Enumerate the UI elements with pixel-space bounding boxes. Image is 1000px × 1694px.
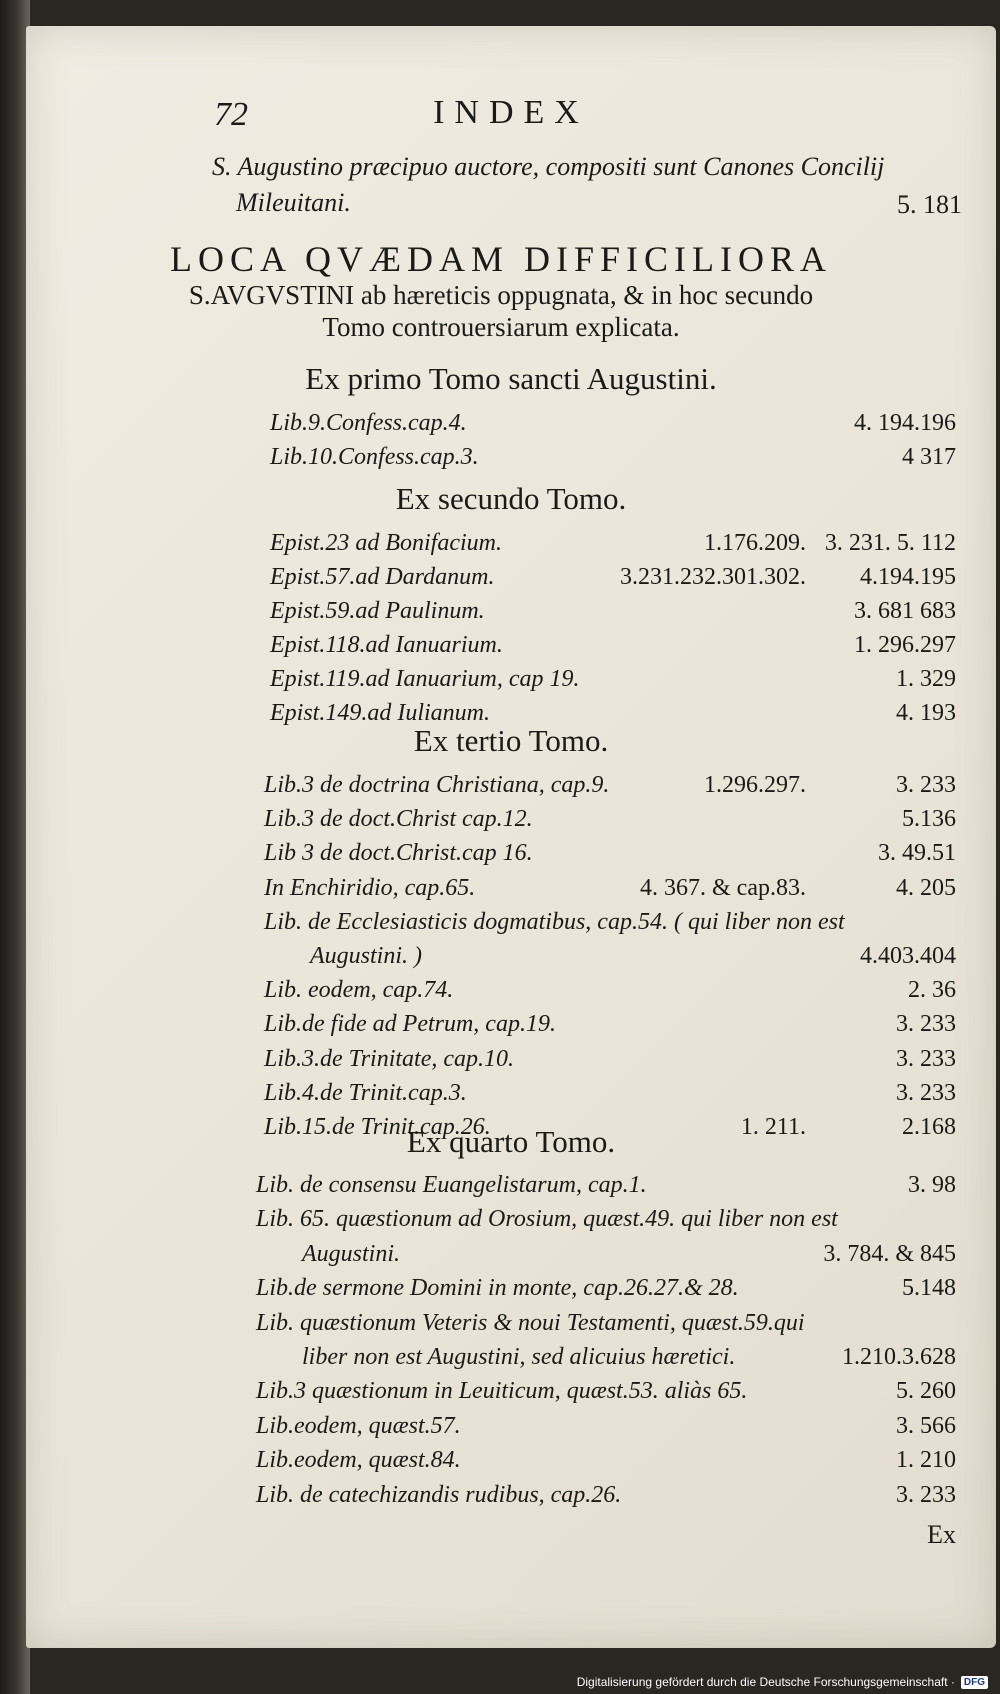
entry-refs: 3. 681 683 <box>854 598 956 624</box>
entry-label: Lib. de consensu Euangelistarum, cap.1. <box>256 1172 647 1198</box>
index-entry <box>26 666 996 700</box>
entry-refs: 3. 233 <box>896 1079 956 1106</box>
entry-label: Augustini. <box>302 1240 401 1267</box>
entry-label: Lib.3 quæstionum in Leuiticum, quæst.53. aliàs 65. <box>256 1378 748 1405</box>
entry-label: Lib.de fide ad Petrum, cap.19. <box>264 1011 556 1038</box>
entry-label: Lib.de sermone Domini in monte, cap.26.27.& 28. <box>256 1275 739 1302</box>
entry-label: Lib.10.Confess.cap.3. <box>270 444 479 470</box>
index-entry <box>26 806 996 840</box>
entry-label: Lib 3 de doct.Christ.cap 16. <box>264 840 533 867</box>
entry-refs: 3. 98 <box>908 1172 956 1198</box>
entry-label: Augustini. ) <box>310 943 422 969</box>
index-entry <box>26 1080 996 1114</box>
entry-refs: 1.210.3.628 <box>842 1344 956 1370</box>
index-entry <box>26 1275 996 1309</box>
page-header <box>26 86 996 136</box>
group-heading: Ex tertio Tomo. <box>413 723 609 758</box>
index-entry <box>26 1378 996 1412</box>
index-entry <box>26 598 996 632</box>
index-entry <box>26 1344 996 1378</box>
index-entry <box>26 1482 996 1516</box>
entry-label: liber non est Augustini, sed alicuius hæretici. <box>302 1344 736 1370</box>
continuation-line-1: S. Augustino præcipuo auctore, compositi sunt Canones Concilij <box>212 152 885 181</box>
page-content <box>26 26 996 1648</box>
entry-midrefs: 4. 367. & cap.83. <box>640 874 806 901</box>
running-title: INDEX <box>433 94 589 131</box>
index-entry <box>26 564 996 598</box>
entry-label: Lib.eodem, quæst.84. <box>256 1447 461 1474</box>
entry-refs: 5. 260 <box>896 1378 956 1405</box>
continuation-ref: 5. 181 <box>897 190 962 219</box>
entry-refs: 2.168 <box>902 1114 956 1140</box>
group-heading: Ex primo Tomo sancti Augustini. <box>305 361 717 396</box>
entry-label: Lib.3.de Trinitate, cap.10. <box>264 1045 515 1072</box>
entry-refs: 1. 329 <box>896 666 956 692</box>
entry-refs: 5.148 <box>902 1275 956 1302</box>
entry-label: Epist.119.ad Ianuarium, cap 19. <box>270 666 580 692</box>
entry-label: Lib. eodem, cap.74. <box>264 977 454 1004</box>
index-entry <box>26 1172 996 1206</box>
entry-label: Lib.3 de doct.Christ cap.12. <box>264 806 533 833</box>
index-entry <box>26 943 996 977</box>
index-entry <box>26 1206 996 1240</box>
entry-refs: 3. 233 <box>896 1011 956 1038</box>
entry-refs: 3. 566 <box>896 1412 956 1439</box>
entry-label: In Enchiridio, cap.65. <box>264 874 476 901</box>
group-heading: Ex quarto Tomo. <box>406 1124 616 1159</box>
entry-label: Lib.3 de doctrina Christiana, cap.9. <box>264 772 610 798</box>
index-entry <box>26 410 996 444</box>
index-entry <box>26 1310 996 1344</box>
entry-label: Epist.59.ad Paulinum. <box>270 598 485 624</box>
entry-label: Lib. de catechizandis rudibus, cap.26. <box>256 1481 622 1508</box>
index-entry <box>26 444 996 478</box>
entry-refs: 2. 36 <box>908 977 956 1004</box>
digitization-footer <box>577 1675 988 1689</box>
index-entry <box>26 1011 996 1045</box>
entry-refs: 3. 231. 5. 112 <box>824 530 956 556</box>
entry-refs: 3. 49.51 <box>878 840 956 867</box>
index-entry <box>26 1241 996 1275</box>
page-number: 72 <box>214 96 248 133</box>
index-entry <box>26 530 996 564</box>
section-title: LOCA QVÆDAM DIFFICILIORA <box>169 239 833 279</box>
index-entry <box>26 1046 996 1080</box>
entry-label: Lib.eodem, quæst.57. <box>256 1412 461 1439</box>
index-entry <box>26 1413 996 1447</box>
index-entry <box>26 909 996 943</box>
entry-label: Lib. 65. quæstionum ad Orosium, quæst.49. qui liber non est <box>256 1206 838 1233</box>
footer-text: Digitalisierung gefördert durch die Deutsche Forschungsgemeinschaft · <box>576 1675 955 1689</box>
entry-midrefs: 1.176.209. <box>704 530 806 556</box>
section-subtitle-1: S.AVGVSTINI ab hæreticis oppugnata, & in hoc secundo <box>188 280 814 310</box>
entry-label: Lib. de Ecclesiasticis dogmatibus, cap.54. ( qui liber non est <box>264 908 845 935</box>
index-entry <box>26 1447 996 1481</box>
entry-refs: 3. 784. & 845 <box>823 1240 956 1267</box>
entry-midrefs: 1. 211. <box>740 1114 806 1140</box>
catchword: Ex <box>927 1520 956 1549</box>
entry-label: Epist.149.ad Iulianum. <box>270 700 490 726</box>
book-page <box>26 26 996 1648</box>
entry-refs: 4. 194.196 <box>854 410 956 436</box>
index-entry <box>26 977 996 1011</box>
entry-label: Lib. quæstionum Veteris & noui Testamenti, quæst.59.qui <box>256 1309 805 1336</box>
entry-label: Lib.9.Confess.cap.4. <box>270 410 467 436</box>
entry-label: Lib.15.de Trinit.cap.26. <box>264 1114 491 1140</box>
entry-refs: 1. 210 <box>896 1447 956 1474</box>
entry-midrefs: 3.231.232.301.302. <box>620 564 806 590</box>
entry-refs: 3. 233 <box>896 1045 956 1072</box>
entry-refs: 1. 296.297 <box>854 632 956 658</box>
entry-refs: 3. 233 <box>896 772 956 798</box>
index-entry <box>26 875 996 909</box>
continuation-line-2: Mileuitani. <box>236 188 351 217</box>
index-entry <box>26 840 996 874</box>
group-heading: Ex secundo Tomo. <box>395 481 627 516</box>
entry-label: Epist.57.ad Dardanum. <box>270 564 495 590</box>
index-entry <box>26 772 996 806</box>
entry-refs: 4 317 <box>902 444 956 470</box>
entry-refs: 4.403.404 <box>860 943 956 969</box>
section-subtitle-2: Tomo controuersiarum explicata. <box>322 312 680 342</box>
entry-refs: 4. 193 <box>896 700 956 726</box>
entry-label: Lib.4.de Trinit.cap.3. <box>264 1079 467 1106</box>
entry-label: Epist.23 ad Bonifacium. <box>270 530 502 556</box>
dfg-logo: DFG <box>961 1676 988 1689</box>
entry-label: Epist.118.ad Ianuarium. <box>270 632 503 658</box>
entry-refs: 4. 205 <box>896 874 956 901</box>
index-entry <box>26 632 996 666</box>
entry-refs: 5.136 <box>902 806 956 833</box>
entry-refs: 3. 233 <box>896 1481 956 1508</box>
entry-refs: 4.194.195 <box>860 564 956 590</box>
entry-midrefs: 1.296.297. <box>704 772 806 798</box>
